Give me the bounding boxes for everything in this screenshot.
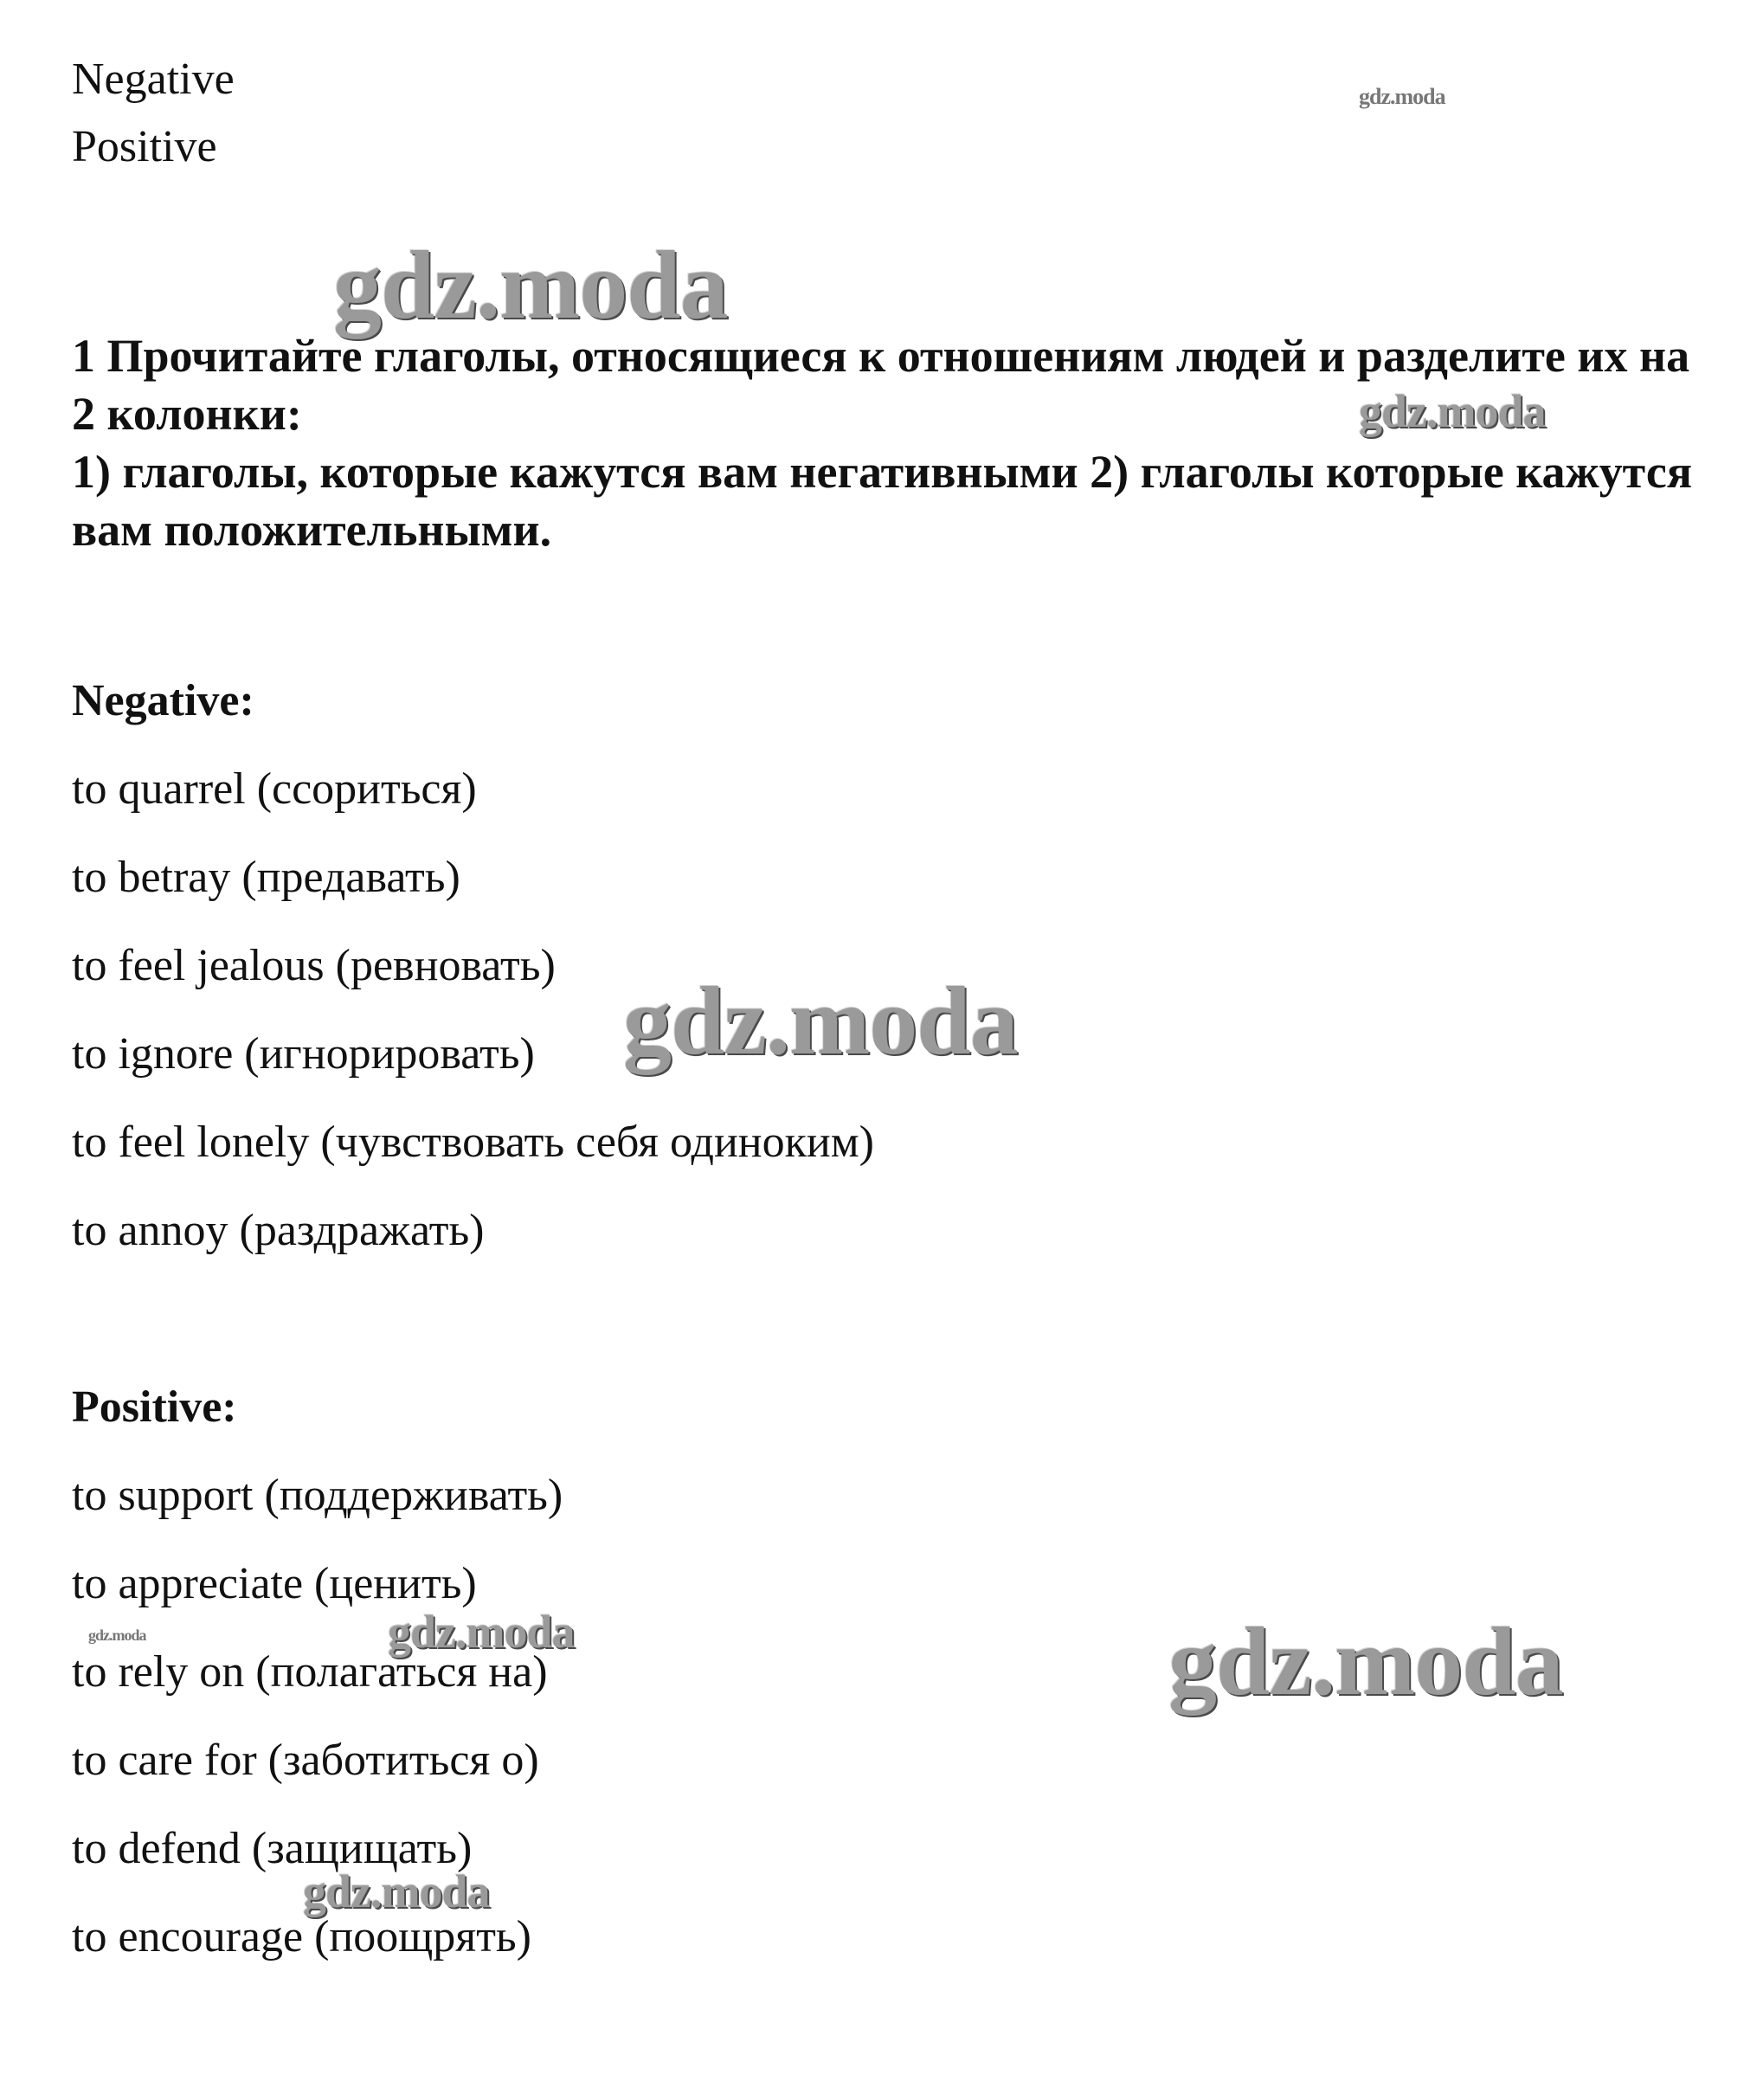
watermark: gdz.moda: [1359, 84, 1445, 109]
negative-item: to ignore (игнорировать): [72, 1029, 535, 1079]
positive-item: to rely on (полагаться на): [72, 1647, 548, 1697]
task-line-2: 1) глаголы, которые кажутся вам негативными 2) глаголы которые кажутся вам положительными.: [72, 446, 1693, 556]
top-label-negative: Negative: [72, 55, 235, 104]
watermark: gdz.moda: [1168, 1608, 1563, 1716]
watermark: gdz.moda: [623, 968, 1018, 1075]
task-instruction: [72, 327, 1708, 559]
watermark: gdz.moda: [303, 1865, 490, 1917]
negative-item: to feel jealous (ревновать): [72, 941, 556, 990]
positive-item: to appreciate (ценить): [72, 1559, 477, 1608]
negative-item: to annoy (раздражать): [72, 1206, 485, 1255]
positive-item: to defend (защищать): [72, 1824, 473, 1873]
watermark: gdz.moda: [333, 232, 728, 339]
positive-item: to care for (заботиться о): [72, 1736, 539, 1785]
positive-item: to support (поддерживать): [72, 1471, 563, 1520]
negative-item: to quarrel (ссориться): [72, 764, 477, 814]
top-label-positive: Positive: [72, 122, 217, 171]
negative-heading: Negative:: [72, 676, 254, 725]
negative-item: to feel lonely (чувствовать себя одиноким): [72, 1118, 874, 1167]
positive-heading: Positive:: [72, 1382, 237, 1432]
watermark: gdz.moda: [388, 1606, 575, 1658]
negative-item: to betray (предавать): [72, 853, 460, 902]
watermark: gdz.moda: [1359, 385, 1546, 437]
task-line-1: 1 Прочитайте глаголы, относящиеся к отношениям людей и разделите их на 2 колонки:: [72, 330, 1690, 440]
positive-item: to encourage (поощрять): [72, 1912, 531, 1962]
watermark: gdz.moda: [88, 1627, 146, 1644]
